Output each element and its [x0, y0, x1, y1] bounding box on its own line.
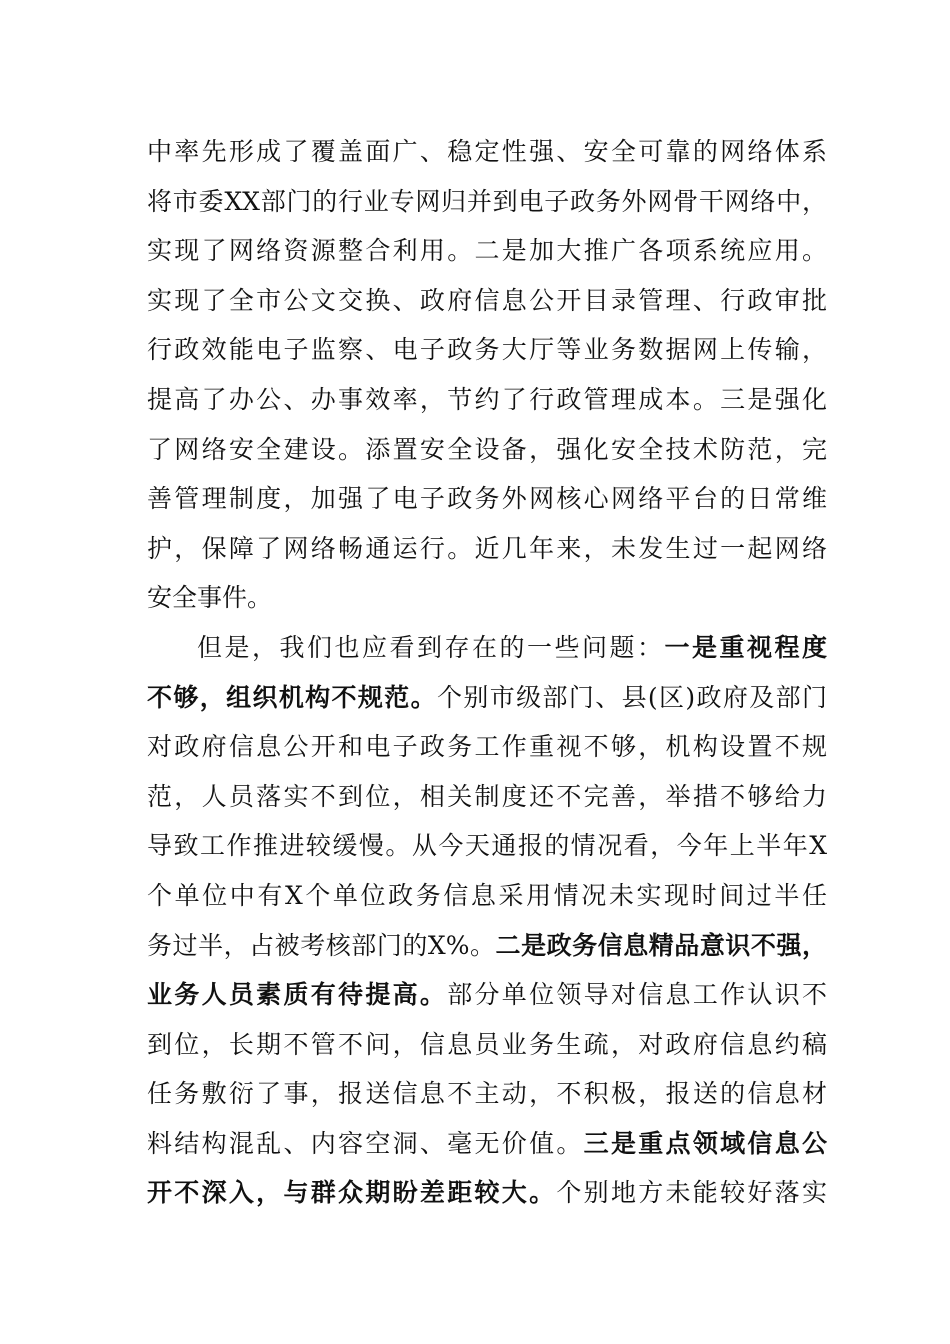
text-segment: 了网络安全建设。添置安全设备，强化安全技术防范，完 — [147, 434, 827, 464]
bold-text-segment: 业务人员素质有待提高。 — [147, 980, 448, 1010]
text-segment: 中率先形成了覆盖面广、稳定性强、安全可靠的网络体系 — [147, 137, 827, 166]
text-segment: 护，保障了网络畅通运行。近几年来，未发生过一起网络 — [147, 533, 827, 563]
text-line — [147, 177, 827, 227]
text-segment: 行政效能电子监察、电子政务大厅等业务数据网上传输， — [147, 335, 827, 365]
text-line — [147, 1069, 827, 1119]
text-line — [147, 1020, 827, 1070]
text-line — [147, 573, 827, 623]
text-line — [147, 722, 827, 772]
text-segment: 料结构混乱、内容空洞、毫无价值。 — [147, 1128, 584, 1158]
text-segment: 对政府信息公开和电子政务工作重视不够，机构设置不规 — [147, 732, 827, 762]
text-segment: 但是，我们也应看到存在的一些问题： — [197, 632, 665, 662]
body-text — [147, 127, 827, 1218]
text-line — [147, 821, 827, 871]
bold-text-segment: 二是政务信息精品意识不强， — [495, 930, 827, 960]
text-segment: 个别市级部门、县(区)政府及部门 — [437, 682, 827, 712]
text-segment: 善管理制度，加强了电子政务外网核心网络平台的日常维 — [147, 484, 827, 514]
text-segment: 范，人员落实不到位，相关制度还不完善，举措不够给力 — [147, 781, 827, 811]
text-line — [147, 425, 827, 475]
text-line — [147, 970, 827, 1020]
text-line — [147, 375, 827, 425]
text-segment: 安全事件。 — [147, 583, 273, 613]
text-line — [147, 474, 827, 524]
text-line — [147, 673, 827, 723]
text-segment: 实现了全市公文交换、政府信息公开目录管理、行政审批 — [147, 285, 827, 315]
bold-text-segment: 开不深入，与群众期盼差距较大。 — [147, 1178, 557, 1208]
text-line — [147, 623, 827, 673]
bold-text-segment: 三是重点领域信息公 — [583, 1128, 827, 1158]
bold-text-segment: 不够，组织机构不规范。 — [147, 682, 438, 712]
text-line — [147, 276, 827, 326]
text-segment: 到位，长期不管不问，信息员业务生疏，对政府信息约稿 — [147, 1029, 827, 1059]
text-line — [147, 524, 827, 574]
text-segment: 导致工作推进较缓慢。从今天通报的情况看，今年上半年X — [147, 831, 827, 861]
text-line — [147, 226, 827, 276]
text-segment: 部分单位领导对信息工作认识不 — [447, 980, 827, 1010]
text-line — [147, 1119, 827, 1169]
text-line — [147, 871, 827, 921]
bold-text-segment: 一是重视程度 — [664, 632, 827, 662]
text-line — [147, 772, 827, 822]
text-segment: 个单位中有X个单位政务信息采用情况未实现时间过半任 — [147, 880, 827, 910]
text-line — [147, 325, 827, 375]
text-segment: 提高了办公、办事效率，节约了行政管理成本。三是强化 — [147, 384, 827, 414]
text-line — [147, 921, 827, 971]
text-line — [147, 1168, 827, 1218]
text-segment: 将市委XX部门的行业专网归并到电子政务外网骨干网络中， — [147, 186, 827, 216]
text-segment: 实现了网络资源整合利用。二是加大推广各项系统应用。 — [147, 236, 827, 266]
text-segment: 个别地方未能较好落实 — [556, 1178, 827, 1208]
text-segment: 任务敷衍了事，报送信息不主动，不积极，报送的信息材 — [147, 1079, 827, 1109]
text-segment: 务过半，占被考核部门的X%。 — [147, 930, 496, 960]
text-line — [147, 127, 827, 177]
